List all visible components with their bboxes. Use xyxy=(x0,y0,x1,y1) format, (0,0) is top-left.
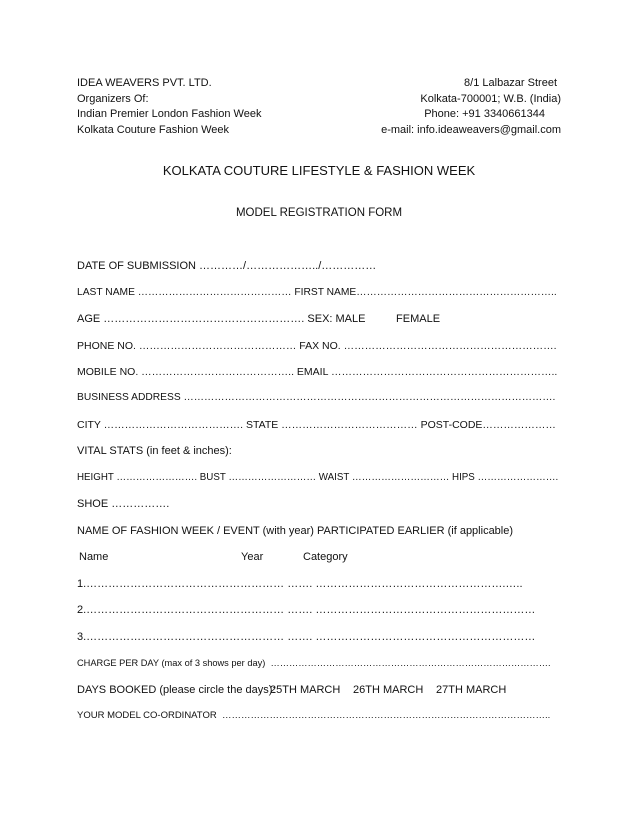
event-entry-2[interactable]: 2.……………………………………………… ……. …………………………………………………… xyxy=(77,604,536,616)
form-title: MODEL REGISTRATION FORM xyxy=(235,207,403,219)
fashion-week-heading: NAME OF FASHION WEEK / EVENT (with year) PARTICIPATED EARLIER (if applicable) xyxy=(77,525,514,537)
event-entry-1[interactable]: 1.……………………………………………… ……. …………………………………………….….. xyxy=(77,578,523,590)
address-street: 8/1 Lalbazar Street xyxy=(464,77,557,89)
measurement-fields[interactable]: HEIGHT ……………………. BUST ……………………… WAIST ………………………… HIPS ……………………. xyxy=(77,472,559,483)
event-name-1: Indian Premier London Fashion Week xyxy=(77,108,262,120)
shoe-field[interactable]: SHOE ……………. xyxy=(77,498,170,510)
days-booked-label: DAYS BOOKED (please circle the days): xyxy=(77,684,276,696)
city-state-postcode-fields[interactable]: CITY …………………………………. STATE ………………………………… POST-CODE………………… xyxy=(77,419,556,431)
phone-number: Phone: +91 3340661344 xyxy=(424,108,545,120)
name-fields[interactable]: LAST NAME ……………………………………… FIRST NAME………………………………………………….. xyxy=(77,287,557,298)
vital-stats-heading: VITAL STATS (in feet & inches): xyxy=(77,445,232,457)
company-name: IDEA WEAVERS PVT. LTD. xyxy=(77,77,212,89)
model-coordinator-field[interactable]: YOUR MODEL CO-ORDINATOR ………………………………………………………………………………………….. xyxy=(77,710,551,721)
column-header-name: Name xyxy=(79,551,109,563)
contact-block xyxy=(381,76,561,138)
column-header-category: Category xyxy=(303,551,348,563)
charge-per-day-field[interactable]: CHARGE PER DAY (max of 3 shows per day) ………………………………………………………………………………. xyxy=(77,658,551,668)
event-name-2: Kolkata Couture Fashion Week xyxy=(77,123,230,136)
email-address: e-mail: info.ideaweavers@gmail.com xyxy=(381,123,561,136)
event-entry-3[interactable]: 3.……………………………………………… ……. …………………………………………………… xyxy=(77,631,536,643)
day-option-26th-march[interactable]: 26TH MARCH xyxy=(353,684,424,696)
column-header-year: Year xyxy=(241,551,264,563)
page-title: KOLKATA COUTURE LIFESTYLE & FASHION WEEK xyxy=(162,163,476,178)
organizer-block xyxy=(77,76,261,138)
day-option-27th-march[interactable]: 27TH MARCH xyxy=(436,684,507,696)
age-sex-fields[interactable]: AGE ………………………………………………. SEX: MALE FEMALE xyxy=(77,313,441,325)
organizers-label: Organizers Of: xyxy=(77,92,149,105)
phone-fax-fields[interactable]: PHONE NO. ……………………………………… FAX NO. ……………………………………………………. xyxy=(77,340,557,352)
business-address-field[interactable]: BUSINESS ADDRESS ………………………………………………………………………………………………. xyxy=(77,392,556,403)
mobile-email-fields[interactable]: MOBILE NO. …………………………………….. EMAIL ……………………………………………………….. xyxy=(77,366,558,378)
address-city: Kolkata-700001; W.B. (India) xyxy=(420,92,561,105)
date-of-submission-field[interactable]: DATE OF SUBMISSION …………/………………../…………… xyxy=(77,260,377,272)
day-option-25th-march[interactable]: 25TH MARCH xyxy=(270,684,341,696)
